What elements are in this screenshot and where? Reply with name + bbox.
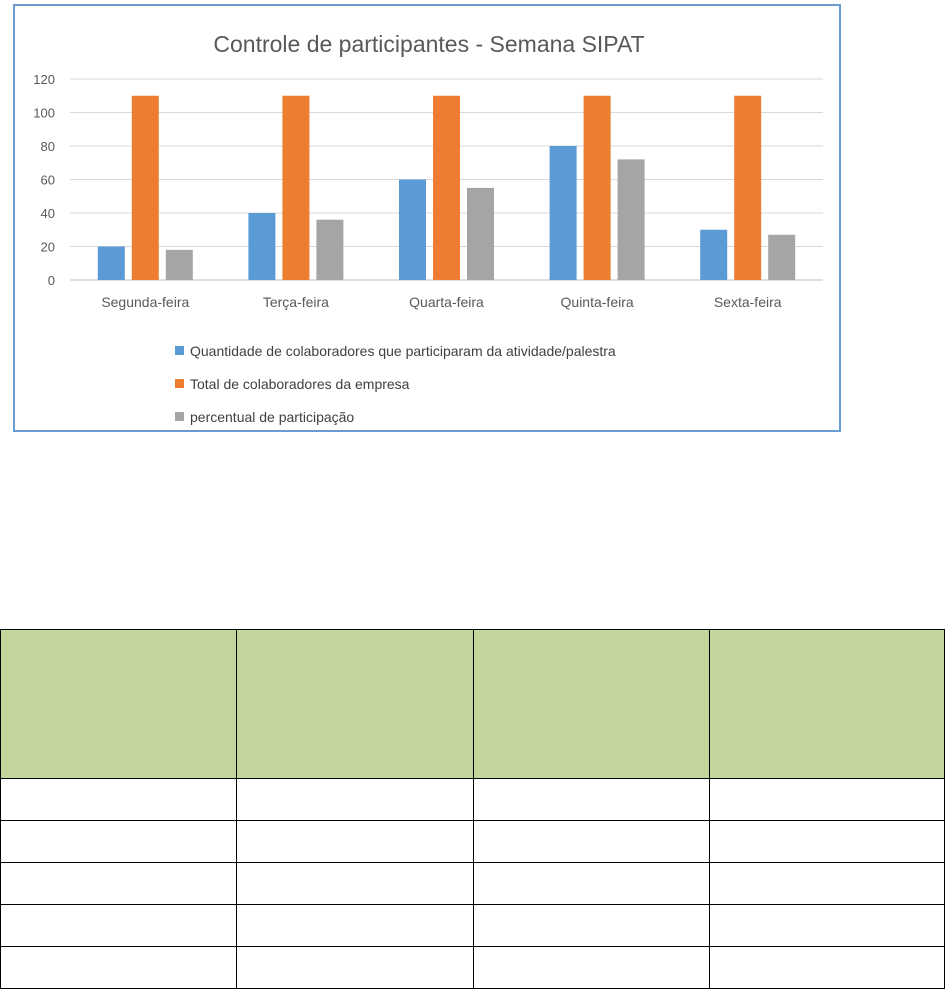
table-cell (1, 905, 237, 947)
table-cell (474, 821, 710, 863)
x-tick-label: Sexta-feira (713, 294, 782, 310)
table-cell (1, 779, 237, 821)
legend-label-participants: Quantidade de colaboradores que participaram da atividade/palestra (190, 342, 616, 359)
table-cell (1, 947, 237, 989)
table-row (1, 905, 945, 947)
bar-1-4 (550, 146, 577, 280)
x-axis-tick-labels (101, 294, 781, 310)
y-tick-label: 0 (47, 273, 55, 288)
table-cell (1, 863, 237, 905)
legend-label-percentage: percentual de participação (190, 408, 355, 425)
chart-frame (13, 4, 841, 432)
bar-3-5 (768, 235, 795, 280)
chart-title: Controle de participantes - Semana SIPAT (213, 31, 645, 57)
table-cell (237, 821, 474, 863)
table-cell (1, 821, 237, 863)
y-tick-label: 120 (33, 72, 55, 87)
y-axis-tick-labels (33, 72, 55, 288)
table-row (1, 821, 945, 863)
legend-swatch-percentage (175, 412, 184, 421)
table-cell (474, 905, 710, 947)
bar-2-5 (734, 96, 761, 280)
table-header-cell (1, 630, 237, 779)
table-cell (474, 947, 710, 989)
legend-swatch-total (175, 379, 184, 388)
table-cell (474, 779, 710, 821)
y-tick-label: 20 (40, 239, 55, 255)
y-tick-label: 80 (40, 139, 55, 154)
legend (175, 334, 815, 433)
table-cell (237, 779, 474, 821)
bar-3-4 (618, 159, 645, 280)
bar-2-4 (584, 96, 611, 280)
y-tick-label: 40 (40, 206, 55, 221)
bar-3-2 (316, 220, 343, 280)
table-row (1, 947, 945, 989)
bar-1-1 (98, 247, 125, 281)
legend-item-percentage (175, 400, 815, 433)
bar-3-1 (166, 250, 193, 280)
bar-2-1 (132, 96, 159, 280)
table-row (1, 863, 945, 905)
x-tick-label: Terça-feira (262, 294, 329, 310)
table-header-cell (237, 630, 474, 779)
data-table (0, 629, 945, 989)
bar-2-2 (282, 96, 309, 280)
bars (98, 96, 795, 280)
legend-swatch-participants (175, 346, 184, 355)
table-cell (710, 947, 945, 989)
table-cell (237, 947, 474, 989)
table-cell (474, 863, 710, 905)
table-header-row (1, 630, 945, 779)
y-tick-label: 100 (33, 105, 55, 121)
table-cell (710, 905, 945, 947)
y-tick-label: 60 (40, 172, 55, 188)
bar-1-2 (248, 213, 275, 280)
table-header-cell (474, 630, 710, 779)
legend-item-total (175, 367, 815, 400)
legend-item-participants (175, 334, 815, 367)
x-tick-label: Quarta-feira (409, 294, 484, 310)
bar-1-3 (399, 180, 426, 281)
table-header-cell (710, 630, 945, 779)
table-cell (237, 905, 474, 947)
legend-label-total: Total de colaboradores da empresa (190, 375, 410, 392)
bar-3-3 (467, 188, 494, 280)
table-cell (710, 821, 945, 863)
bar-2-3 (433, 96, 460, 280)
table-cell (710, 779, 945, 821)
table-cell (710, 863, 945, 905)
x-tick-label: Segunda-feira (101, 294, 190, 310)
x-tick-label: Quinta-feira (560, 294, 634, 310)
table-cell (237, 863, 474, 905)
bar-1-5 (700, 230, 727, 280)
table-row (1, 779, 945, 821)
